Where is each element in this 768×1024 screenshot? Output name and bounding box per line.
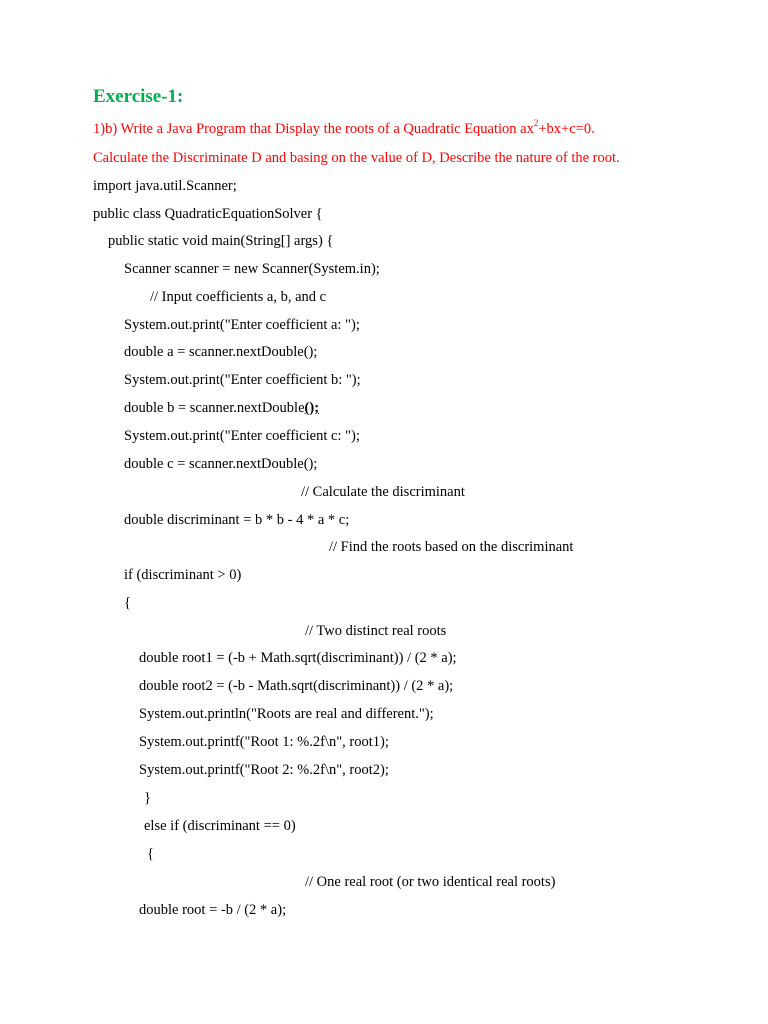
code-line-emphasis: (); [304, 400, 320, 416]
code-line: public class QuadraticEquationSolver { [93, 206, 323, 222]
code-line: System.out.println("Roots are real and different."); [139, 706, 434, 722]
code-line [124, 399, 319, 417]
code-line: { [147, 846, 154, 862]
prompt-line-1-text: 1)b) Write a Java Program that Display the roots of a Quadratic Equation ax [93, 121, 534, 137]
code-line: double c = scanner.nextDouble(); [124, 456, 318, 472]
code-line: double root1 = (-b + Math.sqrt(discriminant)) / (2 * a); [139, 650, 457, 666]
code-comment: // Two distinct real roots [305, 623, 447, 639]
code-line: double discriminant = b * b - 4 * a * c; [124, 512, 350, 528]
code-line: System.out.print("Enter coefficient c: "); [124, 428, 360, 444]
code-comment: // One real root (or two identical real roots) [305, 874, 556, 890]
code-line: import java.util.Scanner; [93, 178, 237, 194]
code-line: } [144, 790, 151, 806]
code-line: else if (discriminant == 0) [144, 818, 296, 834]
code-line: { [124, 595, 131, 611]
code-line: double root = -b / (2 * a); [139, 902, 287, 918]
code-line: double a = scanner.nextDouble(); [124, 344, 318, 360]
code-line: System.out.printf("Root 1: %.2f\n", root1); [139, 734, 389, 750]
exercise-heading: Exercise-1: [93, 86, 184, 107]
code-line: double root2 = (-b - Math.sqrt(discriminant)) / (2 * a); [139, 678, 454, 694]
code-line: Scanner scanner = new Scanner(System.in); [124, 261, 380, 277]
prompt-line-2: Calculate the Discriminate D and basing on the value of D, Describe the nature of the root. [93, 150, 620, 166]
code-comment: // Input coefficients a, b, and c [150, 289, 327, 305]
prompt-line-1-end: +bx+c=0. [538, 121, 595, 137]
code-comment: // Find the roots based on the discriminant [329, 539, 574, 555]
prompt-line-1 [93, 120, 595, 138]
prompt-superscript: 2 [533, 118, 539, 129]
code-line: System.out.printf("Root 2: %.2f\n", root2); [139, 762, 389, 778]
code-line: public static void main(String[] args) { [108, 233, 334, 249]
code-line-text: double b = scanner.nextDouble [124, 400, 305, 416]
code-line: if (discriminant > 0) [124, 567, 242, 583]
code-comment: // Calculate the discriminant [301, 484, 465, 500]
code-line: System.out.print("Enter coefficient a: "); [124, 317, 360, 333]
code-line: System.out.print("Enter coefficient b: "); [124, 372, 361, 388]
